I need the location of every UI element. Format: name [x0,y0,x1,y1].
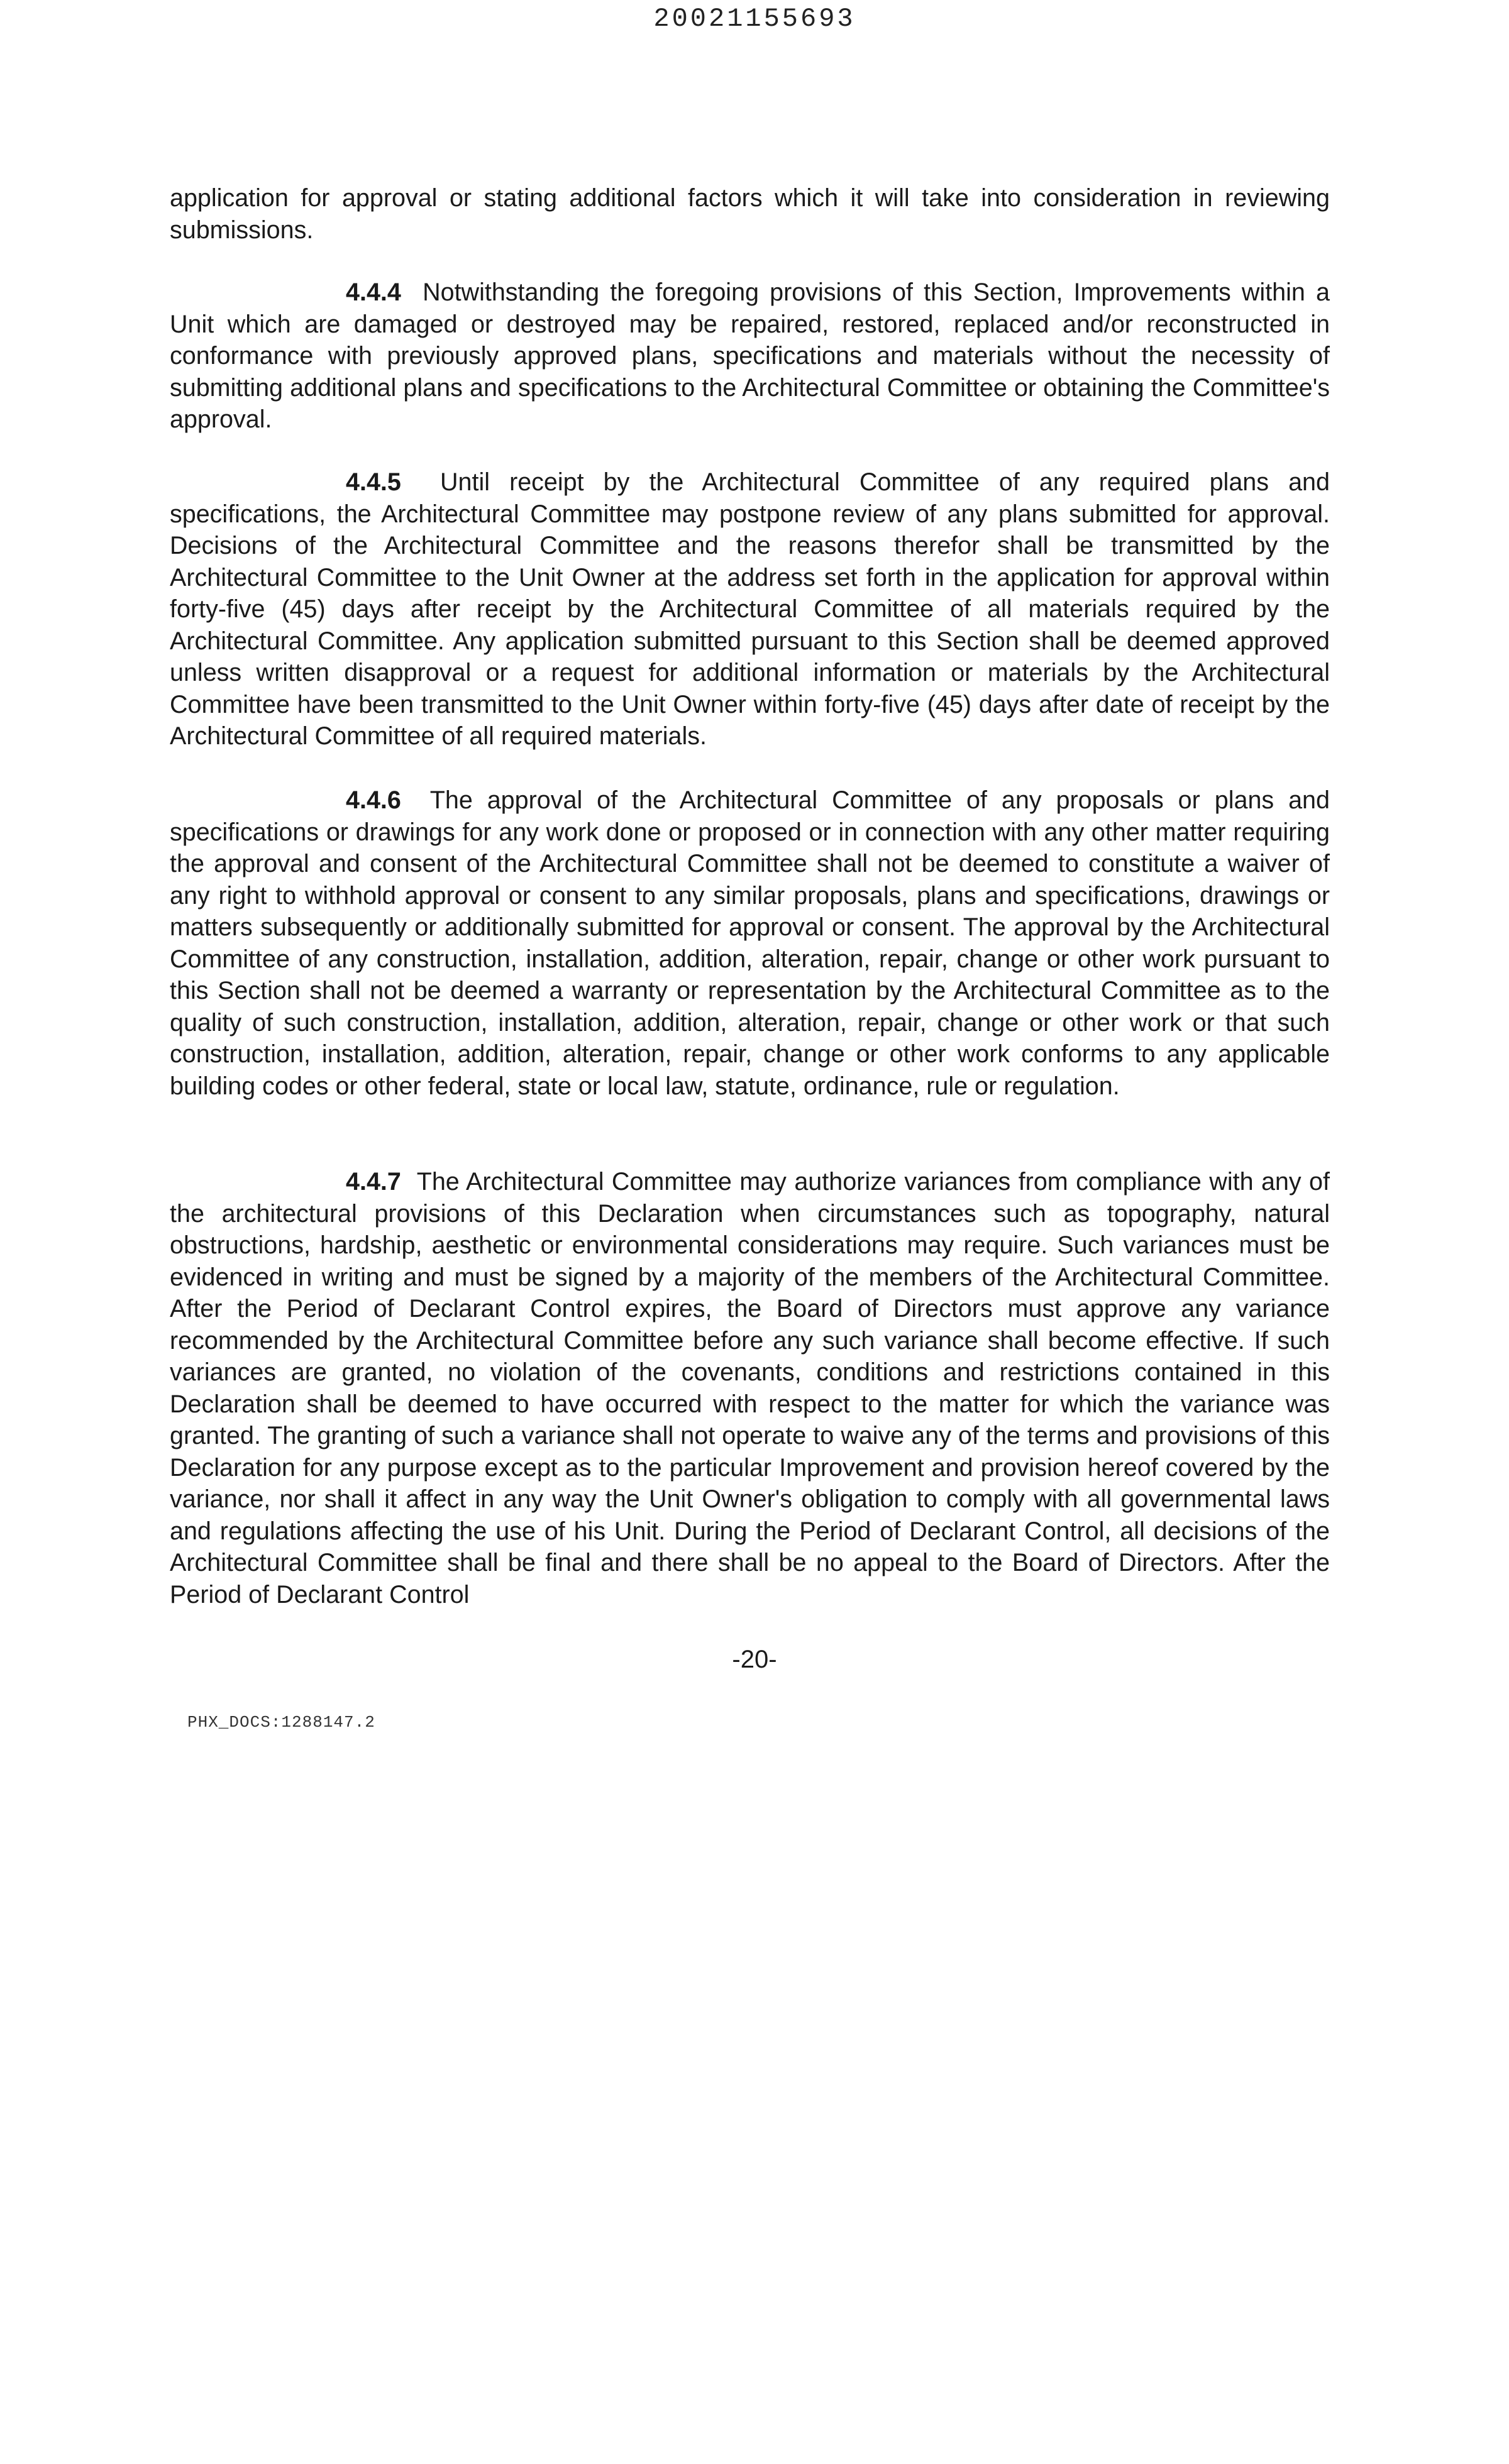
section-number: 4.4.5 [346,468,401,496]
document-id: PHX_DOCS:1288147.2 [187,1713,375,1732]
page-number: -20- [732,1646,777,1673]
section-4-4-6 [170,784,1330,1102]
continuation-paragraph [170,182,1330,246]
section-4-4-7 [170,1166,1330,1610]
paragraph-text: The Architectural Committee may authorize variances from compliance with any of the architectural provisions of this Declaration when circumstances such as topography, natural obstructions, hardship, aesthetic or environmental considerations may require. Such variances must be evidenced in writing and must be signed by a majority of the members of the Architectural Committee. After the Period of Declarant Control expires, the Board of Directors must approve any variance recommended by the Architectural Committee before any such variance shall become effective. If such variances are granted, no violation of the covenants, conditions and restrictions contained in this Declaration shall be deemed to have occurred with respect to the matter for which the variance was granted. The granting of such a variance shall not operate to waive any of the terms and provisions of this Declaration for any purpose except as to the particular Improvement and provision hereof covered by the variance, nor shall it affect in any way the Unit Owner's obligation to comply with all governmental laws and regulations affecting the use of his Unit. During the Period of Declarant Control, all decisions of the Architectural Committee shall be final and there shall be no appeal to the Board of Directors. After the Period of Declarant Control [170,1168,1330,1609]
paragraph-text: Until receipt by the Architectural Committee of any required plans and specifications, the Architectural Committee may postpone review of any plans submitted for approval. Decisions of the Architectural Committee and the reasons therefor shall be transmitted by the Architectural Committee to the Unit Owner at the address set forth in the application for approval within forty-five (45) days after receipt by the Architectural Committee of all materials required by the Architectural Committee. Any application submitted pursuant to this Section shall be deemed approved unless written disapproval or a request for additional information or materials by the Architectural Committee have been transmitted to the Unit Owner within forty-five (45) days after date of receipt by the Architectural Committee of all required materials. [170,468,1330,750]
section-4-4-4 [170,277,1330,436]
paragraph-text: application for approval or stating additional factors which it will take into consideration in reviewing submissions. [170,184,1330,244]
section-number: 4.4.4 [346,278,401,306]
document-number: 20021155693 [653,4,856,34]
section-4-4-5 [170,466,1330,752]
paragraph-text: Notwithstanding the foregoing provisions of this Section, Improvements within a Unit which are damaged or destroyed may be repaired, restored, replaced and/or reconstructed in conformance with previously approved plans, specifications and materials without the necessity of submitting additional plans and specifications to the Architectural Committee or obtaining the Committee's approval. [170,278,1330,433]
paragraph-text: The approval of the Architectural Committee of any proposals or plans and specifications or drawings for any work done or proposed or in connection with any other matter requiring the approval and consent of the Architectural Committee shall not be deemed to constitute a waiver of any right to withhold approval or consent to any similar proposals, plans and specifications, drawings or matters subsequently or additionally submitted for approval or consent. The approval by the Architectural Committee of any construction, installation, addition, alteration, repair, change or other work pursuant to this Section shall not be deemed a warranty or representation by the Architectural Committee as to the quality of such construction, installation, addition, alteration, repair, change or other work or that such construction, installation, addition, alteration, repair, change or other work conforms to any applicable building codes or other federal, state or local law, statute, ordinance, rule or regulation. [170,786,1330,1100]
section-number: 4.4.7 [346,1168,401,1196]
section-number: 4.4.6 [346,786,401,814]
